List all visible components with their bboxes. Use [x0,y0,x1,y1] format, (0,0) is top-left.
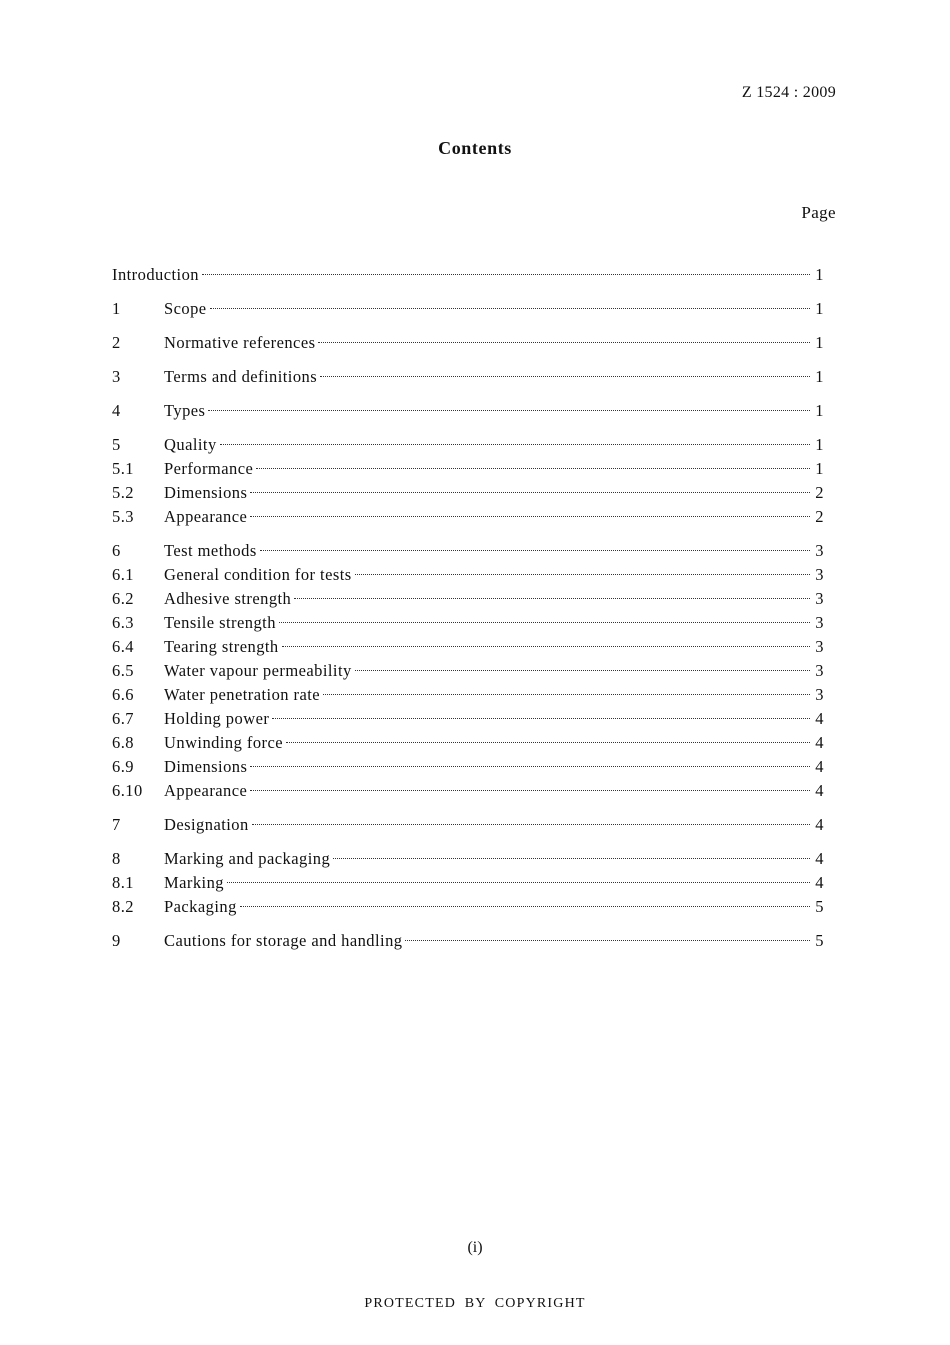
toc-dot-leader [250,790,810,791]
toc-entry-number: 6.5 [112,661,134,680]
toc-entry-title: Dimensions [164,757,248,776]
toc-entry-page: 5 [815,931,824,950]
toc-entry-number: 9 [112,931,121,950]
toc-entry-page: 3 [815,637,824,656]
toc-dot-leader [355,670,810,671]
toc-entry-title: Dimensions [164,483,248,502]
toc-entry-title: Appearance [164,781,248,800]
toc-entry-title: Performance [164,459,254,478]
toc-dot-leader [220,444,810,445]
toc-entry-title: Tearing strength [164,637,279,656]
table-of-contents [112,263,824,963]
toc-entry-number: 5 [112,435,121,454]
toc-entry[interactable] [112,611,824,635]
toc-entry[interactable] [112,587,824,611]
toc-entry-title: Terms and definitions [164,367,318,386]
toc-entry[interactable] [112,365,824,389]
toc-entry-number: 6.6 [112,685,134,704]
toc-entry-page: 1 [815,333,824,352]
toc-entry-number: 6.2 [112,589,134,608]
toc-dot-leader [355,574,810,575]
toc-entry[interactable] [112,433,824,457]
standard-number: Z 1524 : 2009 [741,84,836,101]
toc-group [112,539,824,803]
toc-entry-title: Unwinding force [164,733,284,752]
page-folio: (i) [467,1239,483,1256]
toc-entry-title: Cautions for storage and handling [164,931,403,950]
toc-entry-number: 8 [112,849,121,868]
toc-entry[interactable] [112,635,824,659]
page-column-heading: Page [801,203,836,222]
toc-dot-leader [202,274,810,275]
toc-entry-page: 1 [815,299,824,318]
copyright-notice: PROTECTED BY COPYRIGHT [364,1296,586,1311]
toc-dot-leader [294,598,810,599]
toc-entry-page: 4 [815,733,824,752]
toc-entry[interactable] [112,263,824,287]
toc-entry-page: 3 [815,541,824,560]
toc-entry-page: 3 [815,589,824,608]
toc-entry-number: 1 [112,299,121,318]
toc-entry-page: 4 [815,757,824,776]
toc-entry[interactable] [112,399,824,423]
toc-dot-leader [282,646,810,647]
toc-entry[interactable] [112,457,824,481]
toc-entry-title: Packaging [164,897,237,916]
toc-entry-page: 4 [815,849,824,868]
toc-entry-number: 6.9 [112,757,134,776]
toc-group [112,433,824,529]
toc-group [112,297,824,321]
toc-entry-number: 3 [112,367,121,386]
toc-entry[interactable] [112,683,824,707]
toc-entry-title: Water penetration rate [164,685,321,704]
toc-entry-page: 1 [815,459,824,478]
toc-dot-leader [318,342,810,343]
toc-entry-number: 4 [112,401,121,420]
toc-entry-page: 3 [815,565,824,584]
toc-entry[interactable] [112,871,824,895]
toc-entry[interactable] [112,731,824,755]
toc-entry-number: 2 [112,333,121,352]
toc-dot-leader [279,622,810,623]
toc-dot-leader [333,858,810,859]
toc-entry[interactable] [112,755,824,779]
toc-entry-page: 1 [815,265,824,284]
toc-entry-number: 6.8 [112,733,134,752]
toc-entry-title: Water vapour permeability [164,661,352,680]
toc-group [112,365,824,389]
toc-dot-leader [250,516,810,517]
toc-entry[interactable] [112,659,824,683]
toc-dot-leader [272,718,810,719]
toc-entry-page: 1 [815,435,824,454]
toc-dot-leader [256,468,810,469]
toc-entry-title: Scope [164,299,207,318]
toc-entry-page: 4 [815,781,824,800]
toc-dot-leader [286,742,810,743]
toc-group [112,399,824,423]
page-title: Contents [438,138,512,158]
toc-dot-leader [208,410,810,411]
toc-entry-page: 2 [815,483,824,502]
toc-entry[interactable] [112,779,824,803]
toc-entry[interactable] [112,505,824,529]
toc-entry-page: 1 [815,401,824,420]
toc-entry-title: Test methods [164,541,257,560]
toc-group [112,813,824,837]
toc-entry-title: Quality [164,435,217,454]
toc-entry-title: Normative references [164,333,316,352]
toc-entry-title: Holding power [164,709,270,728]
toc-entry-number: 6.7 [112,709,134,728]
toc-entry[interactable] [112,707,824,731]
toc-entry-number: 8.2 [112,897,134,916]
toc-entry-title: Marking and packaging [164,849,331,868]
toc-group [112,263,824,287]
toc-dot-leader [260,550,810,551]
toc-entry-page: 3 [815,613,824,632]
toc-entry[interactable] [112,563,824,587]
toc-dot-leader [210,308,810,309]
toc-entry-number: 6.3 [112,613,134,632]
toc-entry[interactable] [112,297,824,321]
toc-entry-page: 4 [815,709,824,728]
toc-entry[interactable] [112,331,824,355]
toc-entry[interactable] [112,847,824,871]
toc-entry-title: Introduction [112,265,199,284]
toc-dot-leader [250,492,810,493]
toc-entry-number: 6.10 [112,781,143,800]
toc-group [112,847,824,919]
toc-entry-page: 3 [815,685,824,704]
toc-entry-page: 3 [815,661,824,680]
toc-entry-number: 6.1 [112,565,134,584]
toc-dot-leader [240,906,810,907]
toc-entry-title: General condition for tests [164,565,352,584]
toc-entry-number: 6.4 [112,637,134,656]
toc-entry-page: 2 [815,507,824,526]
toc-entry-page: 4 [815,873,824,892]
toc-entry[interactable] [112,895,824,919]
toc-entry[interactable] [112,813,824,837]
toc-entry[interactable] [112,539,824,563]
toc-dot-leader [320,376,810,377]
toc-entry-title: Adhesive strength [164,589,292,608]
toc-entry-number: 8.1 [112,873,134,892]
toc-entry-number: 5.2 [112,483,134,502]
toc-entry-title: Designation [164,815,249,834]
toc-entry-title: Appearance [164,507,248,526]
toc-entry[interactable] [112,929,824,953]
toc-entry-page: 1 [815,367,824,386]
toc-dot-leader [323,694,810,695]
toc-group [112,929,824,953]
toc-group [112,331,824,355]
toc-entry[interactable] [112,481,824,505]
toc-entry-number: 6 [112,541,121,560]
toc-dot-leader [405,940,810,941]
toc-entry-number: 5.3 [112,507,134,526]
toc-entry-title: Tensile strength [164,613,276,632]
toc-entry-title: Types [164,401,206,420]
toc-dot-leader [250,766,810,767]
toc-entry-number: 7 [112,815,121,834]
toc-dot-leader [252,824,810,825]
toc-dot-leader [227,882,810,883]
toc-entry-title: Marking [164,873,224,892]
toc-entry-number: 5.1 [112,459,134,478]
toc-entry-page: 5 [815,897,824,916]
toc-entry-page: 4 [815,815,824,834]
